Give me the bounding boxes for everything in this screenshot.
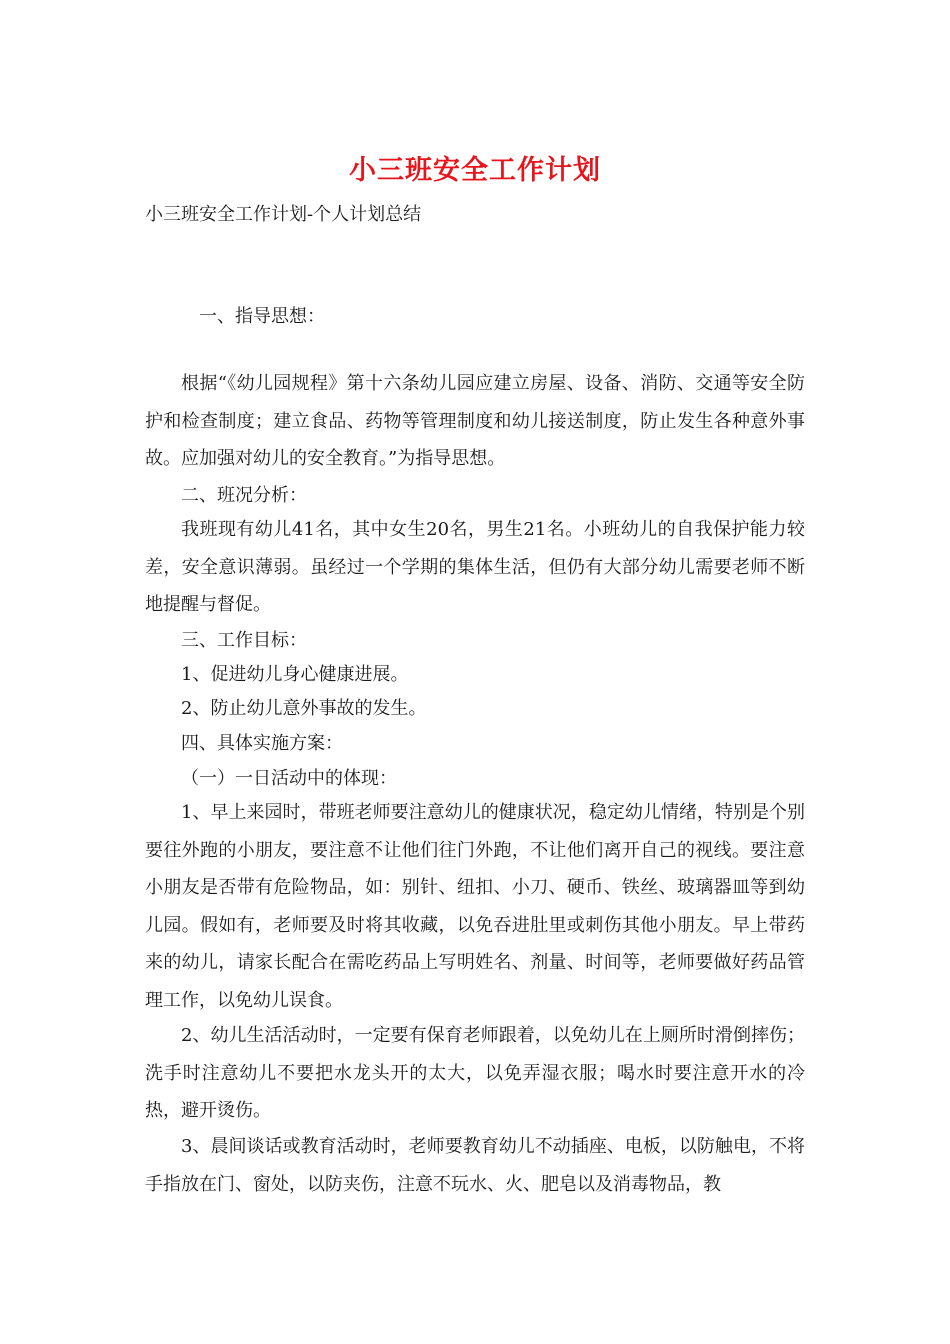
section-heading-guiding-thought: 一、指导思想： [199,306,325,327]
section-heading-plan: 四、具体实施方案： [181,733,343,754]
paragraph-morning-arrival: 1、早上来园时，带班老师要注意幼儿的健康状况，稳定幼儿情绪，特别是个别要往外跑的小朋友，要注意不让他们往门外跑，不让他们离开自己的视线。要注意小朋友是否带有危险物品，如：别针、纽扣、小刀、硬币、铁丝、玻璃器皿等到幼儿园。假如有，老师要及时将其收藏，以免吞进肚里或刺伤其他小朋友。早上带药来的幼儿，请家长配合在需吃药品上写明姓名、剂量、时间等，老师要做好药品管理工作，以免幼儿误食。 [145,802,805,1011]
goal-item-2: 2、防止幼儿意外事故的发生。 [181,698,427,719]
paragraph-daily-life-activities: 2、幼儿生活活动时，一定要有保育老师跟着，以免幼儿在上厕所时滑倒摔伤；洗手时注意幼儿不要把水龙头开的太大，以免弄湿衣服；喝水时要注意开水的冷热，避开烫伤。 [145,1025,805,1121]
goal-item-1: 1、促进幼儿身心健康进展。 [181,664,409,685]
page-title: 小三班安全工作计划 [349,155,601,186]
subsection-heading-daily-activities: （一）一日活动中的体现： [181,768,397,789]
section-heading-goals: 三、工作目标： [181,630,307,651]
section-heading-class-analysis: 二、班况分析： [181,485,307,506]
paragraph-class-analysis: 我班现有幼儿41名，其中女生20名，男生21名。小班幼儿的自我保护能力较差，安全意识薄弱。虽经过一个学期的集体生活，但仍有大部分幼儿需要老师不断地提醒与督促。 [145,519,805,615]
paragraph-guiding-thought: 根据“《幼儿园规程》第十六条幼儿园应建立房屋、设备、消防、交通等安全防护和检查制度；建立食品、药物等管理制度和幼儿接送制度，防止发生各种意外事故。应加强对幼儿的安全教育。”为指导思想。 [145,373,805,469]
paragraph-morning-talk: 3、晨间谈话或教育活动时，老师要教育幼儿不动插座、电板，以防触电，不将手指放在门、窗处，以防夹伤，注意不玩水、火、肥皂以及消毒物品，教 [145,1136,805,1195]
page-subtitle: 小三班安全工作计划-个人计划总结 [145,204,422,225]
